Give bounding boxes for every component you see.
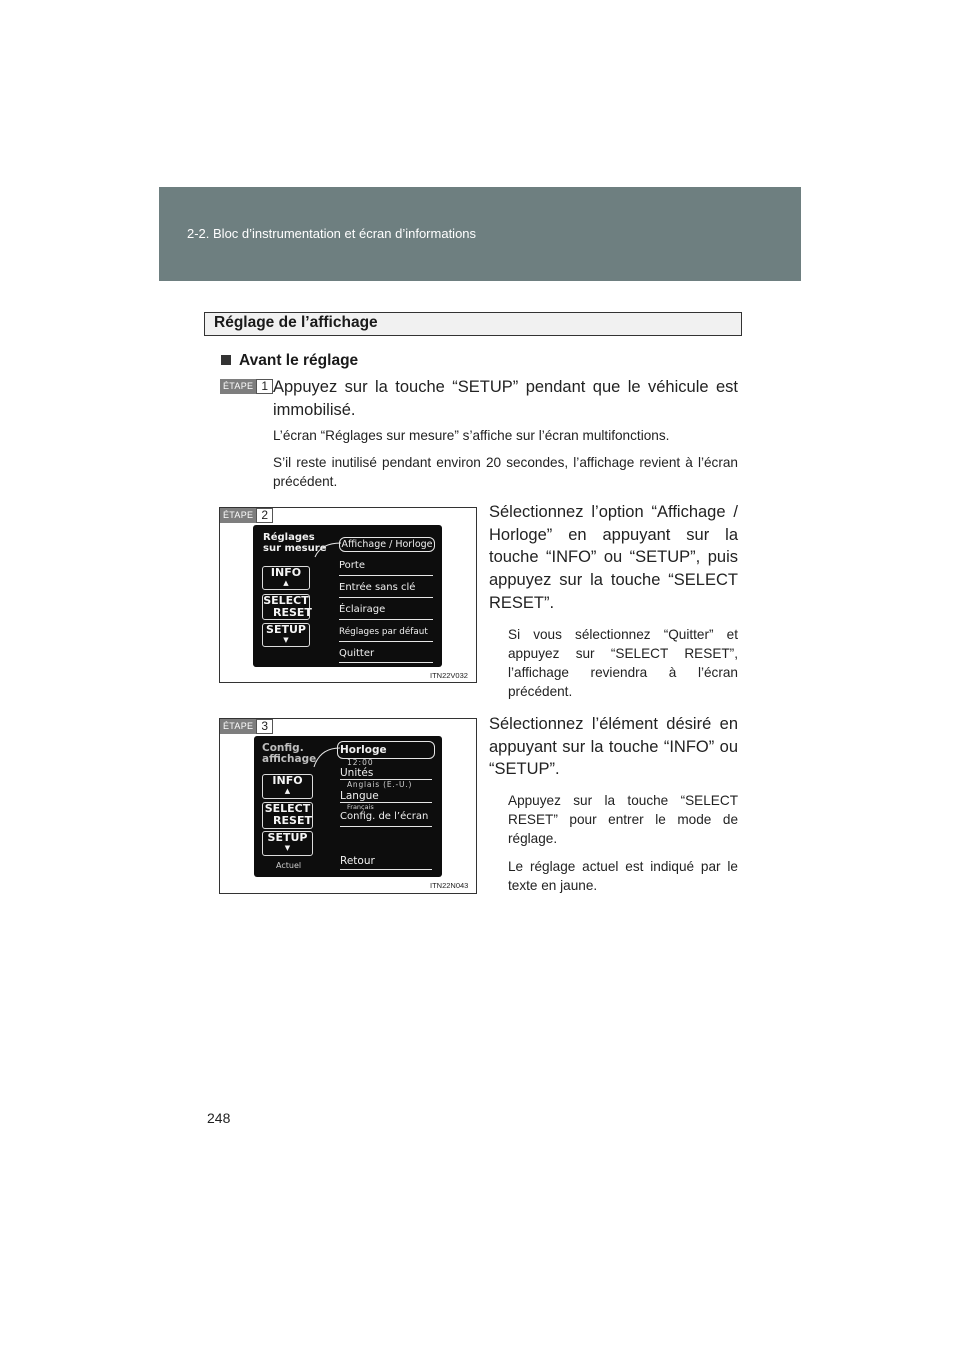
select-reset-button — [262, 802, 313, 829]
menu-divider — [340, 869, 432, 870]
screen-title — [262, 743, 316, 765]
step-label: ÉTAPE — [220, 379, 256, 394]
menu-divider — [339, 641, 433, 642]
figure-step-2 — [219, 507, 477, 683]
menu-item: Quitter — [339, 648, 375, 659]
step-number: 1 — [256, 379, 273, 394]
step-3-badge — [220, 719, 273, 734]
step-3-note-1: Appuyez sur la touche “SELECT RESET” pour entrer le mode de réglage. — [508, 793, 738, 846]
select-label: SELECT — [264, 802, 311, 815]
menu-item-value: Français — [347, 803, 374, 811]
reset-label: RESET — [273, 814, 312, 827]
step-1-note-2: S’il reste inutilisé pendant environ 20 secondes, l’affichage revient à l’écran précédent. — [273, 455, 738, 489]
step-label: ÉTAPE — [220, 508, 256, 523]
section-title: Réglage de l’affichage — [214, 314, 378, 331]
screen-title-line-1: Réglages — [263, 532, 315, 543]
screen-title-line-1: Config. — [262, 742, 304, 754]
step-label: ÉTAPE — [220, 719, 256, 734]
arrow-up-icon: ▲ — [283, 579, 289, 587]
arrow-down-icon: ▼ — [283, 636, 289, 644]
menu-item: Horloge — [340, 744, 387, 756]
menu-item: Éclairage — [339, 604, 386, 615]
menu-divider — [339, 662, 433, 663]
figure-id: ITN22V032 — [430, 671, 468, 680]
breadcrumb: 2-2. Bloc d’instrumentation et écran d’informations — [187, 226, 477, 241]
subsection-title: Avant le réglage — [239, 352, 359, 369]
info-button — [262, 774, 313, 799]
menu-item: Config. de l’écran — [340, 811, 429, 822]
square-bullet-icon — [221, 355, 231, 365]
step-1-text: Appuyez sur la touche “SETUP” pendant que le véhicule est immobilisé. — [273, 378, 738, 419]
page-number: 248 — [207, 1110, 231, 1126]
step-3-text: Sélectionnez l’élément désiré en appuyant sur la touche “INFO” ou “SETUP”. — [489, 715, 738, 779]
select-reset-button — [262, 594, 310, 620]
setup-button — [262, 831, 313, 856]
info-button-label: INFO — [270, 566, 302, 579]
menu-item: Réglages par défaut — [339, 627, 428, 637]
step-number: 3 — [256, 719, 273, 734]
menu-divider — [339, 619, 433, 620]
screen-title-line-2: affichage — [262, 753, 317, 765]
step-1-badge — [220, 379, 273, 394]
multi-info-screen — [254, 736, 442, 877]
arrow-down-icon: ▼ — [284, 844, 291, 852]
step-number: 2 — [256, 508, 273, 523]
step-2-note-1: Si vous sélectionnez “Quitter” et appuyez sur “SELECT RESET”, l’affichage reviendra à l’écran précédent. — [508, 627, 738, 699]
step-2-text: Sélectionnez l’option “Affichage / Horloge” en appuyant sur la touche “INFO” ou “SETUP”, puis appuyez sur la touche “SELECT RESET”. — [489, 503, 738, 612]
menu-item: Porte — [339, 560, 365, 571]
step-2-badge — [220, 508, 273, 523]
arrow-up-icon: ▲ — [284, 787, 291, 795]
screen-title-line-2: sur mesure — [263, 543, 327, 554]
step-3-note-2: Le réglage actuel est indiqué par le texte en jaune. — [508, 859, 738, 893]
info-button — [262, 566, 310, 590]
step-1-note-1: L’écran “Réglages sur mesure” s’affiche sur l’écran multifonctions. — [273, 428, 670, 443]
menu-item: Unités — [340, 767, 374, 779]
setup-button-label: SETUP — [266, 623, 306, 636]
menu-item-highlighted: Affichage / Horloge — [339, 537, 435, 552]
current-label: Actuel — [276, 861, 302, 870]
menu-item: Langue — [340, 790, 379, 802]
menu-item-value: Anglais (E.-U.) — [347, 780, 413, 789]
subsection-heading — [221, 352, 358, 370]
menu-divider — [339, 597, 433, 598]
figure-step-3 — [219, 718, 477, 894]
multi-info-screen — [253, 525, 442, 667]
info-button-label: INFO — [272, 774, 303, 787]
select-label: SELECT — [263, 594, 309, 607]
menu-item: Retour — [340, 855, 375, 867]
reset-label: RESET — [273, 606, 312, 619]
figure-id: ITN22N043 — [430, 881, 469, 890]
menu-divider — [340, 826, 432, 827]
menu-item: Entrée sans clé — [339, 582, 416, 593]
menu-item-value: 12:00 — [347, 758, 374, 767]
setup-button-label: SETUP — [267, 831, 308, 844]
setup-button — [262, 623, 310, 647]
menu-divider — [339, 575, 433, 576]
